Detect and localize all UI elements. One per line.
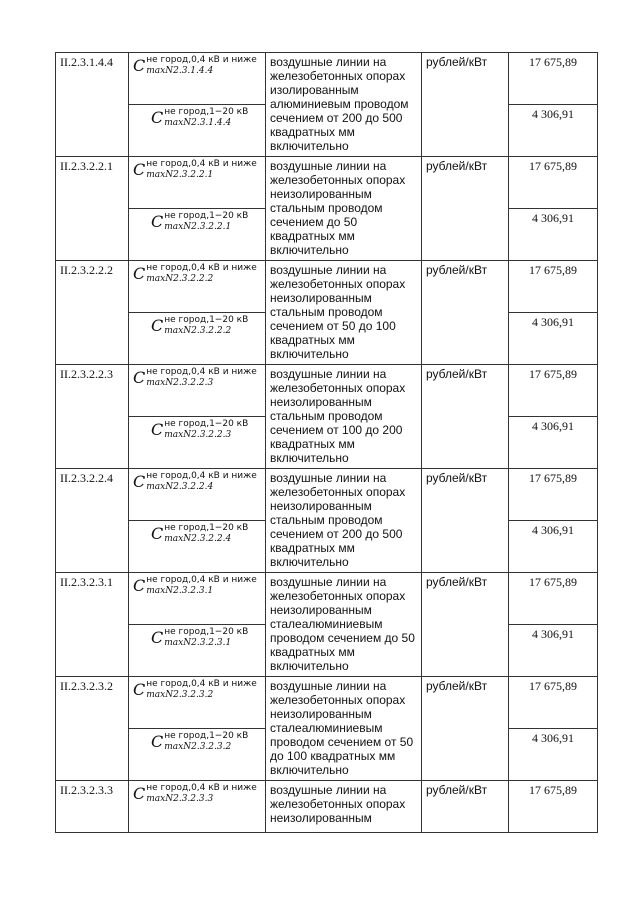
rate-symbol	[133, 783, 257, 805]
rate-symbol-superscript: не город,1−20 кВ	[164, 419, 249, 429]
formula-cell-0-4kv	[129, 573, 266, 625]
rate-symbol	[133, 159, 257, 181]
rate-symbol-subscript-index: N2.3.2.2.1	[183, 222, 232, 232]
table-row	[56, 53, 598, 105]
rate-symbol-superscript: не город,0,4 кВ и ниже	[146, 783, 257, 793]
rate-symbol-superscript: не город,1−20 кВ	[164, 523, 249, 533]
rate-value-1-20kv: 4 306,91	[509, 105, 598, 157]
line-description: воздушные линии на железобетонных опорах неизолированным стальным проводом сечением от 200 до 500 квадратных мм включительно	[266, 469, 422, 573]
rate-symbol-subscript-max: max	[146, 170, 166, 180]
rate-symbol-subscript-max: max	[146, 794, 166, 804]
rate-symbol-letter: C	[133, 680, 146, 699]
rate-symbol-subscript-index: N2.3.1.4.4	[183, 118, 232, 128]
formula-cell-0-4kv	[129, 157, 266, 209]
formula-cell-1-20kv	[129, 105, 266, 157]
rate-symbol-superscript: не город,0,4 кВ и ниже	[146, 575, 257, 585]
unit-label: рублей/кВт	[422, 677, 509, 781]
item-code: II.2.3.2.3.2	[56, 677, 129, 781]
formula-cell-1-20kv	[129, 209, 266, 261]
rate-value-1-20kv: 4 306,91	[509, 521, 598, 573]
rate-symbol-letter: C	[151, 628, 164, 647]
rate-symbol-superscript: не город,0,4 кВ и ниже	[146, 55, 257, 65]
rate-symbol-subscript-max: max	[164, 534, 184, 544]
rate-symbol-subscript-index: N2.3.2.2.4	[165, 482, 214, 492]
rate-symbol-subscript-index: N2.3.2.3.2	[165, 690, 214, 700]
rate-symbol	[151, 315, 248, 337]
rate-value-1-20kv: 4 306,91	[509, 417, 598, 469]
unit-label: рублей/кВт	[422, 53, 509, 157]
rate-value-1-20kv: 4 306,91	[509, 625, 598, 677]
rate-symbol-superscript: не город,1−20 кВ	[164, 107, 249, 117]
rate-symbol-subscript-max: max	[164, 326, 184, 336]
rate-symbol-subscript-max: max	[146, 378, 166, 388]
unit-label: рублей/кВт	[422, 261, 509, 365]
rate-symbol-subscript-max: max	[164, 222, 184, 232]
rate-symbol-superscript: не город,1−20 кВ	[164, 315, 249, 325]
table-row	[56, 781, 598, 833]
rate-symbol-subscript-index: N2.3.2.2.3	[165, 378, 214, 388]
formula-cell-0-4kv	[129, 677, 266, 729]
table-row	[56, 365, 598, 417]
rate-symbol-superscript: не город,1−20 кВ	[164, 731, 249, 741]
formula-cell-0-4kv	[129, 469, 266, 521]
item-code: II.2.3.2.2.4	[56, 469, 129, 573]
rate-value-0-4kv: 17 675,89	[509, 53, 598, 105]
rate-symbol	[151, 419, 248, 441]
tariff-table-body	[56, 53, 598, 833]
rate-symbol-subscript-max: max	[164, 638, 184, 648]
rate-symbol	[151, 211, 248, 233]
rate-symbol-superscript: не город,0,4 кВ и ниже	[146, 471, 257, 481]
item-code: II.2.3.2.2.3	[56, 365, 129, 469]
formula-cell-0-4kv	[129, 53, 266, 105]
rate-symbol	[133, 471, 257, 493]
rate-symbol-subscript-index: N2.3.2.2.3	[183, 430, 232, 440]
line-description: воздушные линии на железобетонных опорах неизолированным сталеалюминиевым проводом сечением до 50 квадратных мм включительно	[266, 573, 422, 677]
rate-value-1-20kv: 4 306,91	[509, 729, 598, 781]
line-description: воздушные линии на железобетонных опорах изолированным алюминиевым проводом сечением от 200 до 500 квадратных мм включительно	[266, 53, 422, 157]
rate-symbol-subscript-max: max	[164, 430, 184, 440]
rate-symbol-letter: C	[151, 212, 164, 231]
rate-symbol-superscript: не город,0,4 кВ и ниже	[146, 263, 257, 273]
rate-symbol	[133, 263, 257, 285]
tariff-table	[55, 52, 598, 833]
rate-value-0-4kv: 17 675,89	[509, 469, 598, 521]
item-code: II.2.3.2.2.2	[56, 261, 129, 365]
rate-symbol-letter: C	[151, 524, 164, 543]
rate-symbol-subscript-index: N2.3.2.2.4	[183, 534, 232, 544]
formula-cell-0-4kv	[129, 781, 266, 833]
rate-value-1-20kv: 4 306,91	[509, 313, 598, 365]
rate-value-0-4kv: 17 675,89	[509, 261, 598, 313]
rate-symbol-letter: C	[151, 316, 164, 335]
rate-symbol-superscript: не город,1−20 кВ	[164, 211, 249, 221]
unit-label: рублей/кВт	[422, 365, 509, 469]
rate-symbol-letter: C	[151, 108, 164, 127]
rate-symbol-subscript-index: N2.3.2.2.2	[165, 274, 214, 284]
formula-cell-1-20kv	[129, 625, 266, 677]
line-description: воздушные линии на железобетонных опорах неизолированным стальным проводом сечением до 50 квадратных мм включительно	[266, 157, 422, 261]
rate-symbol-subscript-index: N2.3.2.2.2	[183, 326, 232, 336]
table-row	[56, 573, 598, 625]
rate-symbol-subscript-max: max	[146, 586, 166, 596]
rate-value-1-20kv: 4 306,91	[509, 209, 598, 261]
rate-symbol-superscript: не город,0,4 кВ и ниже	[146, 367, 257, 377]
rate-symbol-letter: C	[133, 368, 146, 387]
table-row	[56, 469, 598, 521]
table-row	[56, 261, 598, 313]
rate-symbol-subscript-max: max	[146, 274, 166, 284]
rate-symbol-subscript-max: max	[146, 482, 166, 492]
rate-symbol-letter: C	[133, 264, 146, 283]
rate-symbol-letter: C	[133, 576, 146, 595]
unit-label: рублей/кВт	[422, 573, 509, 677]
rate-symbol-subscript-max: max	[146, 690, 166, 700]
rate-symbol-letter: C	[133, 160, 146, 179]
rate-symbol-subscript-max: max	[164, 742, 184, 752]
rate-symbol-subscript-max: max	[164, 118, 184, 128]
rate-symbol-superscript: не город,1−20 кВ	[164, 627, 249, 637]
rate-symbol	[133, 575, 257, 597]
formula-cell-1-20kv	[129, 521, 266, 573]
rate-symbol	[151, 731, 248, 753]
rate-symbol	[133, 55, 257, 77]
rate-symbol-superscript: не город,0,4 кВ и ниже	[146, 159, 257, 169]
rate-symbol-subscript-index: N2.3.2.3.1	[165, 586, 214, 596]
rate-symbol	[151, 627, 248, 649]
line-description: воздушные линии на железобетонных опорах неизолированным сталеалюминиевым проводом сечением от 50 до 100 квадратных мм включительно	[266, 677, 422, 781]
rate-value-0-4kv: 17 675,89	[509, 781, 598, 833]
rate-symbol-letter: C	[133, 56, 146, 75]
rate-symbol	[151, 107, 248, 129]
formula-cell-1-20kv	[129, 417, 266, 469]
rate-symbol-letter: C	[133, 472, 146, 491]
line-description: воздушные линии на железобетонных опорах неизолированным	[266, 781, 422, 833]
rate-symbol-subscript-index: N2.3.1.4.4	[165, 66, 214, 76]
rate-symbol-superscript: не город,0,4 кВ и ниже	[146, 679, 257, 689]
rate-value-0-4kv: 17 675,89	[509, 157, 598, 209]
item-code: II.2.3.2.2.1	[56, 157, 129, 261]
table-row	[56, 677, 598, 729]
rate-value-0-4kv: 17 675,89	[509, 365, 598, 417]
unit-label: рублей/кВт	[422, 469, 509, 573]
line-description: воздушные линии на железобетонных опорах неизолированным стальным проводом сечением от 50 до 100 квадратных мм включительно	[266, 261, 422, 365]
rate-symbol-subscript-index: N2.3.2.2.1	[165, 170, 214, 180]
rate-symbol	[151, 523, 248, 545]
rate-value-0-4kv: 17 675,89	[509, 573, 598, 625]
formula-cell-0-4kv	[129, 261, 266, 313]
formula-cell-0-4kv	[129, 365, 266, 417]
rate-symbol-subscript-index: N2.3.2.3.2	[183, 742, 232, 752]
item-code: II.2.3.2.3.3	[56, 781, 129, 833]
rate-symbol-subscript-index: N2.3.2.3.3	[165, 794, 214, 804]
rate-symbol	[133, 367, 257, 389]
formula-cell-1-20kv	[129, 729, 266, 781]
rate-symbol	[133, 679, 257, 701]
rate-symbol-letter: C	[133, 784, 146, 803]
rate-symbol-letter: C	[151, 732, 164, 751]
rate-symbol-subscript-index: N2.3.2.3.1	[183, 638, 232, 648]
line-description: воздушные линии на железобетонных опорах неизолированным стальным проводом сечением от 100 до 200 квадратных мм включительно	[266, 365, 422, 469]
unit-label: рублей/кВт	[422, 781, 509, 833]
rate-symbol-letter: C	[151, 420, 164, 439]
item-code: II.2.3.1.4.4	[56, 53, 129, 157]
rate-symbol-subscript-max: max	[146, 66, 166, 76]
table-row	[56, 157, 598, 209]
formula-cell-1-20kv	[129, 313, 266, 365]
rate-value-0-4kv: 17 675,89	[509, 677, 598, 729]
item-code: II.2.3.2.3.1	[56, 573, 129, 677]
unit-label: рублей/кВт	[422, 157, 509, 261]
